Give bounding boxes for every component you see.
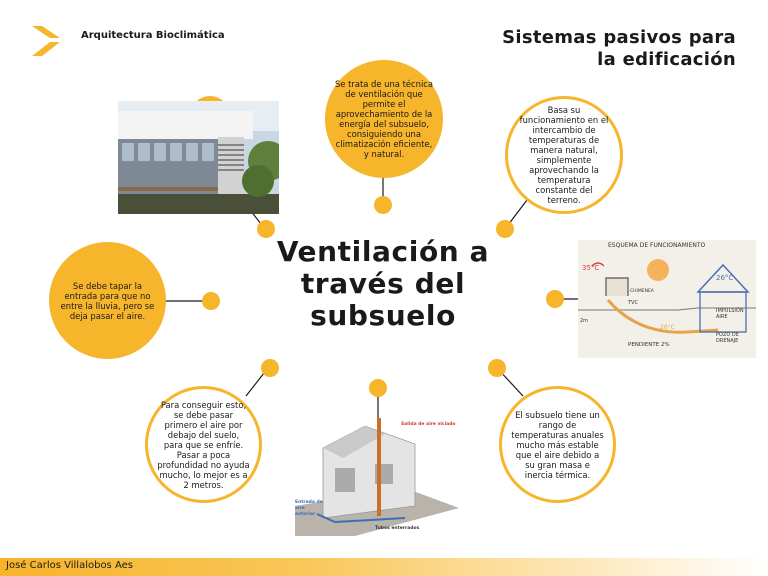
bubble-rain-cover-text: Se debe tapar la entrada para que no entre la lluvia, pero se deja pasar el aire.: [60, 280, 155, 321]
house-label-tubes: Tubos enterrados: [375, 526, 420, 531]
bubble-depth: [145, 386, 262, 503]
house-label-intake: Entrada de aire exterior: [295, 500, 323, 517]
scheme-chimenea: CHIMENEA: [630, 289, 654, 294]
bubble-rain-cover: [49, 242, 166, 359]
bubble-soil-inertia-text: El subsuelo tiene un rango de temperaturas anuales mucho más estable que el aire debido a su gran masa e inercia térmica.: [511, 409, 604, 480]
scheme-tvc: TVC: [628, 300, 638, 306]
footer-author: José Carlos Villalobos Aes: [6, 560, 133, 571]
bubble-definition: [325, 60, 443, 178]
connector-dot-right: [546, 290, 564, 308]
scheme-impulsion: IMPULSIÓN AIRE: [716, 308, 744, 320]
central-topic-line3: subsuelo: [310, 299, 456, 332]
brand-name: Arquitectura Bioclimática: [81, 30, 225, 41]
scheme-pendiente: PENDIENTE 2%: [628, 342, 670, 348]
bubble-definition-text: Se trata de una técnica de ventilación que permite el aprovechamiento de la energía del subsuelo, consiguiendo una climatización eficiente, y natural.: [334, 79, 434, 159]
scheme-depth: 2m: [580, 318, 589, 324]
central-topic-line2: través del: [300, 267, 466, 300]
scheme-temp-hot: 35°C: [582, 264, 600, 272]
bubble-functioning-text: Basa su funcionamiento en el intercambio de temperaturas de manera natural, simplemente aprovechando la temperatura constante del terreno.: [519, 105, 609, 205]
bubble-functioning: [505, 96, 623, 214]
scheme-pipe-temp: 26°C: [660, 324, 675, 331]
connector-dot-top: [374, 196, 392, 214]
bubble-depth-text: Para conseguir esto, se debe pasar primero el aire por debajo del suelo, para que se enfríe. Pasar a poca profundidad no ayuda mucho, lo mejor es a 2 metros.: [157, 399, 250, 490]
building-photo: [118, 101, 279, 214]
page-title-line2: la edificación: [597, 49, 736, 70]
central-topic: [270, 236, 496, 332]
central-topic-line1: Ventilación a: [276, 235, 490, 268]
bubble-soil-inertia: [499, 386, 616, 503]
scheme-temp-inside: 26°C: [716, 274, 734, 282]
house-illustration: [295, 418, 459, 536]
scheme-title: ESQUEMA DE FUNCIONAMIENTO: [608, 242, 706, 249]
connector-dot-bottom-right: [488, 359, 506, 377]
house-label-exhaust: Salida de aire viciado: [401, 422, 456, 427]
connector-dot-bottom-left: [261, 359, 279, 377]
connector-dot-top-right: [496, 220, 514, 238]
connector-dot-bottom: [369, 379, 387, 397]
connector-dot-left: [202, 292, 220, 310]
house-illustration-drawing: [295, 418, 459, 536]
scheme-sketch: [578, 240, 756, 358]
scheme-pozo: POZO DE DRENAJE: [716, 332, 739, 344]
page-title-line1: Sistemas pasivos para: [502, 27, 736, 48]
